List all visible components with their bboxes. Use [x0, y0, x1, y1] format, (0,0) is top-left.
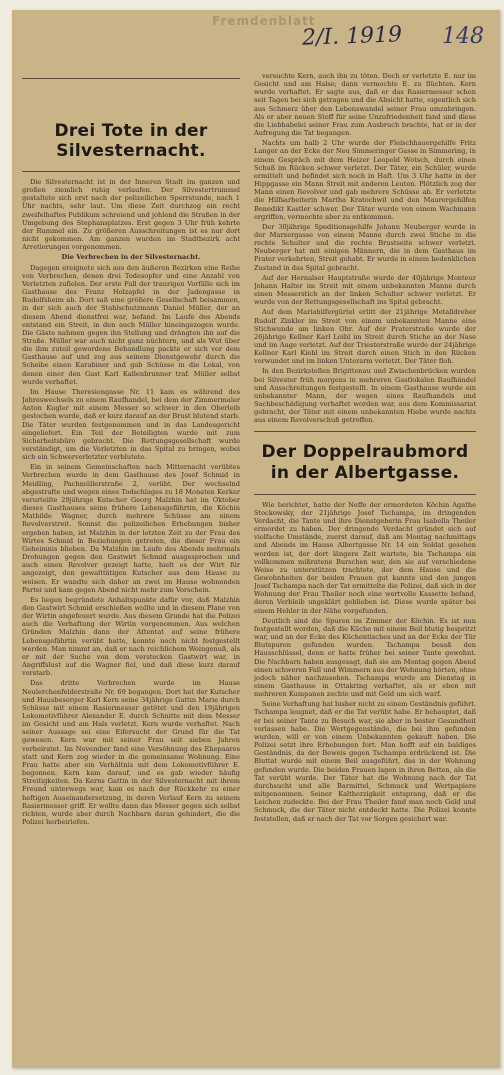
article-paragraph: Es liegen begründete Anhaltspunkte dafür vor, daß Malzhin den Gastwirt Schmid erschießen wollte und in diesem Plane von der Wirtin angefeuert wurde. Aus diesem Grunde hat die Polizei auch die Verhaftung der Wirtin vorgenommen. Aus welchen Gründen Malzhin dann der Attentat auf seine frühere Lebensgefährtin verübt hatte, konnte noch nicht festgestellt werden. Man nimmt an, daß er nach reichlichem Weingenuß, als er mit der Suche von dem verstecken Gastwirt war, in Angriffslust auf die Wagner fiel, und daß diese kurz darauf verstarb. — [22, 595, 240, 678]
left-column — [22, 72, 240, 1044]
headline-doppelraubmord: Der Doppelraubmord in der Albertgasse. — [261, 441, 469, 483]
handwritten-number: 148 — [442, 24, 484, 49]
article-paragraph: In den Bezirkstellen Brigittenau und Zwischenbrücken wurden bei Silvester früh morgens in mehreren Gastlokalen Raufhändel und Ausschreitungen festgestellt. In einem Gasthause wurde ein unbekannter Mann, der wegen eines Raufhandels und Sachbeschädigung verhaftet worden war, aus dem Kommissariat gebracht, der Täter mit einem unbekannten Hiebe wurde nachts aus einem Revolverschuß getroffen. — [254, 367, 476, 425]
article-paragraph: Auf dem Mariahilfergürtel erlitt der 21jährige Metalldreher Rudolf Zinkler im Streit von einem unbekannten Manne eine Stichwunde am linken Ohr. Auf der Praterstraße wurde der 26jährige Kellner Karl Loibl im Streit durch Stiche an der Nase und im Auge verletzt. Auf der Triesterstraße wurde der 24jährige Kellner Karl Kiebl im Streit durch einen Stich in den Rücken verwundet und im linken Unterarm verletzt. Der Täter floh. — [254, 308, 476, 366]
article-paragraph: Nachts um halb 2 Uhr wurde der Fleischhauergehilfe Fritz Langer an der Ecke der Neu Simmeringer Gasse in Simmering, in einem Gespräch mit dem Heizer Leopold Wotsch, durch einen Schuß im Rücken schwer verletzt. Der Täter, ein Schüler, wurde ermittelt und befindet sich noch in Haft. Um 3 Uhr hatte in der Hippgasse ein Mann Streit mit anderen Leuten. Plötzlich zog der Mann einen Revolver und gab mehrere Schüsse ab. Er verletzte die Hilfsarbeiterin Martha Kratochwil und den Maurergehilfen Benedikt Kastler schwer. Der Täter wurde von einem Wachmann ergriffen, vermochte aber zu entkommen. — [254, 139, 476, 221]
column-rule — [22, 171, 240, 172]
column-rule — [254, 431, 476, 432]
article-paragraph: Seine Verhaftung hat bisher nicht zu einem Geständnis geführt. Tschampa leugnet, daß er die Tat verübt habe. Er behauptet, daß er bei seiner Tante zu Besuch war, sie aber in bester Gesundheit verlassen habe. Die Wertgegenstände, die bei ihm gefunden wurden, will er von einem Unbekannten gekauft haben. Die Polizei setzt ihre Erhebungen fort. Man hofft auf ein baldiges Geständnis, da der Beweis gegen Tschampa erdrückend ist. Die Bluttat wurde mit einem Beil ausgeführt, das in der Wohnung gefunden wurde. Die beiden Frauen lagen in ihren Betten, als die Tat verübt wurde. Der Täter hat die Wohnung nach der Tat durchsucht und alle Barmittel, Schmuck und Wertpapiere mitgenommen. Seiner Kaltherzigkeit entsprang, daß er die Leichen zudeckte. Bei der Frau Theiler fand man noch Geld und Schmuck, die der Täter nicht entdeckt hatte. Die Polizei konnte feststellen, daß er nach der Tat vor Sorgen gesichert war. — [254, 700, 476, 823]
article-subheading: Die Verbrechen in der Silvesternacht. — [61, 253, 201, 262]
article-paragraph: Der 30jährige Speditionsgehilfe Johann Neuberger wurde in der Marxergasse von einem Manne durch zwei Stiche in die rechte Schulter und die rechte Brustseite schwer verletzt. Neuberger hat mit einigen Männern, die in dem Gasthaus im Prater verkehrten, Streit gehabt. Er wurde in einem bedenklichen Zustand in das Spital gebracht. — [254, 222, 476, 272]
article-paragraph: Die Silvesternacht ist in der Inneren Stadt im ganzen und großen ziemlich ruhig verlaufen. Der Silvestertrummel gestaltete sich erst nach der polizeilichen Sperrstunde, nach 1 Uhr nachts, sehr laut. Um diese Zeit durchzog ein recht zweifelhaftes Publikum schreiend und johlend die Straßen in der Umgebung des Stephansplatzes. Erst gegen 3 Uhr früh kehrte der Rummel ein. Zu größeren Ausschreitungen ist es nur dort nicht gekommen. Am ganzen wurden im Stadtbezirk acht Arretierungen vorgenommen. — [22, 178, 240, 252]
article-paragraph: Im Hause Theresiengasse Nr. 11 kam es während des Jahreswechsels zu einem Raufhandel, bei dem der Zimmermaler Anton Kugler mit einem Messer so schwer in den Oberleib gestochen wurde, daß er kurz darauf an der Brust blutend starb. Die Täter wurden festgenommen und in das Landesgericht eingeliefert. Ein Teil der Beteiligten wurde mit zum Sicherheitsbüro gebracht. Die Rettungsgesellschaft wurde verständigt, um die Verletzten in das Spital zu bringen, wobei sich ein Schwerverletzter verblutete. — [22, 387, 240, 462]
article-paragraph: Dagegen ereignete sich aus den äußeren Bezirken eine Reihe von Verbrechen, denen drei Todesopfer und eine Anzahl von Verletzten zufielen. Der erste Fall der traurigen Vorfälle sich im Gasthause des Franz Holzapfel in der Jadengasse in Rudolfsheim ab. Dort saß eine größere Gesellschaft beisammen, in der sich auch der Stahlschutzmann Daniel Müller, der an diesem Abend dienstfrei war, befand. Im Laufe des Abends entstand ein Streit, in den auch Müller hineingezogen wurde. Die Gäste nahmen gegen ihn Stellung und drängten ihn auf die Straße. Müller war auch nicht ganz nüchtern, und als Wut über die ihm zuteil gewordene Behandlung packte er sich vor dem Gasthause auf und zog aus seinem Dienstgewehr durch die Scheibe einen Karabiner und gab Schüsse in die Lokal, von denen einer den Gast Karl Kallenbrunner traf. Müller selbst wurde verhaftet. — [22, 263, 240, 386]
handwritten-date: 2/I. 1919 — [301, 22, 403, 51]
article-paragraph: Auf der Hernalser Hauptstraße wurde der 40jährige Monteur Johann Halter im Streit mit einem unbekannten Manne durch einen Messerstich an der linken Schulter schwer verletzt. Er wurde von der Rettungsgesellschaft ins Spital gebracht. — [254, 273, 476, 307]
headline-silvester: Drei Tote in der Silvesternacht. — [54, 121, 208, 161]
article-paragraph: versuchte Kern, auch ihn zu töten. Doch er verletzte E. nur im Gesicht und am Halse; dann vermochte E. zu flüchten. Kern wurde verhaftet. Er sagte aus, daß er das Rasiermesser schon seit Tagen bei sich getragen und die Absicht hatte, eigentlich sich aus Schmerz über den Lebenswandel seiner Frau umzubringen. Als er aber neuen Stoff für seine Unzufriedenheit fand und diese die Liebhabelei seiner Frau zum Ausbruch brachte, hat er in der Aufregung die Tat begangen. — [254, 72, 476, 138]
article-paragraph: Wie berichtet, hatte der Neffe der ermordeten Köchin Agathe Stockowsky, der 21jährige Josef Tschampa, im dringenden Verdacht, die Tante und ihre Dienstgeberin Frau Isabella Theiler ermordet zu haben. Der dringende Verdacht gründet sich auf vielfache Umstände, zuerst darauf, daß am Montag nachmittags und Abends im Hause Albertgasse Nr. 14 ein Soldat gesehen worden ist, der dort längere Zeit wartete, bis Tschampa ein vollkommen mißratene Burschen war, den sie auf verschiedene Weise zu unterstützen trachtete, der dem Hause und die Gewohnheiten der beiden Frauen gut kannte und den jungen Josef Tschampa nach der Tat ermittelte die Polizei, daß sich in der Wohnung der Frau Theiler noch eine wertvolle Kassette befand, deren Verbleib ungeklärt geblieben ist. Diese wurde später bei einem Hehler in der Nähe vorgefunden. — [254, 500, 476, 615]
article-paragraph: Deutlich sind die Spuren im Zimmer der Köchin. Es ist nun festgestellt worden, daß die Küche mit einem Beil blutig bespritzt war, und an der Ecke des Küchentisches und an der Ecke der Tür Blutspuren gefunden wurden. Tschampa besaß den Hausschlüssel, denn er hatte früher bei seiner Tante gewohnt. Die Nachbarn haben ausgesagt, daß sie am Montag gegen Abend einen schweren Fall und Wimmern aus der Wohnung hörten, ohne jedoch näher nachzusehen. Tschampa wurde am Dienstag in einem Gasthause in Ottakring verhaftet, als er eben mit mehreren Kumpanen zechte und mit Geld um sich warf. — [254, 616, 476, 699]
right-column — [254, 72, 476, 1048]
article-paragraph: Ein in seinem Gemeinschaften nach Mitternacht verübtes Verbrechen wurde in dem Gasthause des Josef Schmid in Meidling, Pachmüllerstraße 2, verübt. Der wechselnd abgestrafte und wegen eines Todschlages zu 18 Monaten Kerker verurteilte 29jährige Kutscher Georg Malzhin hat im Oktober dieses Gasthauses seine frühere Lebensgefährtin, die Köchin Mathilde Wagner, durch mehrere Schüsse am einem Revolverstreit. Sonnst die polizeilichen Erhebungen bisher ergeben haben, ist Malzhin in der letzten Zeit zu der Frau des Wirtes Schmid in Beziehungen getreten, die dieser Frau ein Geheimnis blieben. Da Malzhin im Laufe des Abends mehrmals Drohungen gegen den Gastwirt Schmid ausgesprochen und auch einen Revolver gezeigt hatte, hielt es der Wirt für angezeigt, den gewalttätigen Kutscher aus dem Hause zu weisen. Er wandte sich daher an zwei im Hause wohnenden Partei und kam gegen Abend nicht mehr zum Vorschein. — [22, 463, 240, 594]
column-rule — [22, 78, 240, 79]
column-rule — [254, 494, 476, 495]
article-paragraph: Das dritte Verbrechen wurde im Hause Neulerchenfelderstraße Nr. 69 begangen. Dort hat der Kutscher und Hausbesorger Karl Kern seine 34jährige Gattin Marie durch Schüsse mit einem Rasiermesser getötet und den 19jährigen Lokomotivführer Alexander E. durch Schnitte mit dem Messer im Gesicht und am Hals verletzt. Kern wurde verhaftet. Nach seiner Aussage sei eine Eifersucht der Grund für die Tat gewesen. Kern war mit seiner Frau seit sieben Jahren verheiratet. Im November fand eine Versöhnung des Ehepaares statt und Kern zog wieder in die gemeinsame Wohnung. Eine Frau hatte aber ein Verhältnis mit dem Lokomotivführer E. begonnen. Kern kam darauf, und es gab wieder häufig Streitigkeiten. Da Kerns Gattin in der Silvesternacht mit ihrem Freund unterwegs war, kam es nach der Rückkehr zu einer heftigen Auseinandersetzung, in deren Verlauf Kern zu seinem Rasiermesser griff. Er wollte dann das Messer gegen sich selbst richten, wurde aber durch Nachbarn daran gehindert, die die Polizei herbeiriefen. — [22, 679, 240, 827]
masthead: Fremdenblatt — [212, 14, 316, 28]
